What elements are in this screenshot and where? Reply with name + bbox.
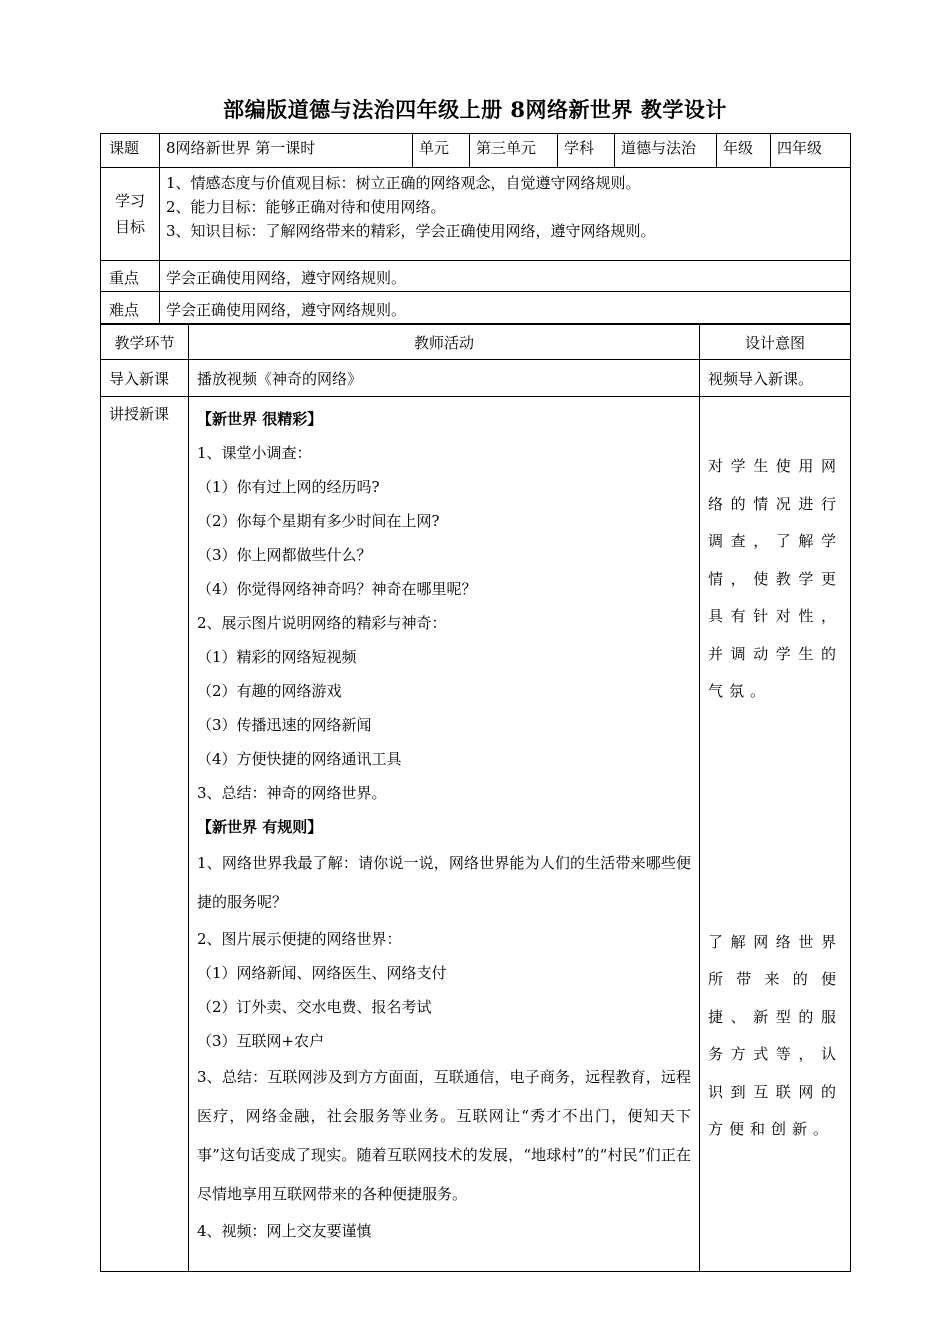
activity-line: 2、图片展示便捷的网络世界： xyxy=(197,930,402,948)
activity-paragraph: 1、网络世界我最了解：请你说一说，网络世界能为人们的生活带来哪些便捷的服务呢？ xyxy=(197,854,691,911)
lecture-row xyxy=(101,397,851,1272)
teacher-header: 教师活动 xyxy=(189,325,700,360)
activity-line: （3）互联网+农户 xyxy=(197,1032,325,1050)
course-value: 8网络新世界 第一课时 xyxy=(160,134,413,168)
intro-row xyxy=(101,360,851,397)
activity-line: （3）传播迅速的网络新闻 xyxy=(197,716,372,734)
intent-convenience: 了解网络世界所带来的便捷、新型的服务方式等，认识到互联网的方便和创新。 xyxy=(708,932,842,1138)
activity-line: （2）你每个星期有多少时间在上网? xyxy=(197,512,440,530)
intro-intent: 视频导入新课。 xyxy=(700,360,851,397)
info-row xyxy=(101,134,851,168)
difficulty-value: 学会正确使用网络，遵守网络规则。 xyxy=(160,292,851,324)
intro-stage: 导入新课 xyxy=(101,360,189,397)
difficulty-row xyxy=(101,292,851,324)
activity-line: （4）你觉得网络神奇吗？神奇在哪里呢？ xyxy=(197,580,477,598)
key-point-label: 重点 xyxy=(101,261,160,292)
intent-survey: 对学生使用网络的情况进行调查，了解学情，使教学更具有针对性，并调动学生的气氛。 xyxy=(708,457,842,700)
goals-label-line1: 学习 xyxy=(114,192,145,210)
grade-value: 四年级 xyxy=(771,134,851,168)
lecture-activity xyxy=(189,397,700,1272)
process-table xyxy=(100,324,851,1272)
lecture-intent xyxy=(700,397,851,1272)
section-title: 【新世界 有规则】 xyxy=(197,818,323,836)
subject-value: 道德与法治 xyxy=(615,134,717,168)
activity-line: （2）订外卖、交水电费、报名考试 xyxy=(197,998,432,1016)
intent-header: 设计意图 xyxy=(700,325,851,360)
info-table xyxy=(100,133,851,324)
activity-line: 1、课堂小调查： xyxy=(197,444,312,462)
key-point-value: 学会正确使用网络，遵守网络规则。 xyxy=(160,261,851,292)
activity-line: 4、视频：网上交友要谨慎 xyxy=(197,1222,372,1240)
goal-item: 3、知识目标：了解网络带来的精彩，学会正确使用网络，遵守网络规则。 xyxy=(166,222,656,240)
goals-label xyxy=(101,168,160,261)
activity-line: （1）精彩的网络短视频 xyxy=(197,648,357,666)
unit-label: 单元 xyxy=(413,134,470,168)
activity-line: （3）你上网都做些什么？ xyxy=(197,546,372,564)
goal-item: 1、情感态度与价值观目标：树立正确的网络观念，自觉遵守网络规则。 xyxy=(166,174,641,192)
goals-label-line2: 目标 xyxy=(114,218,145,236)
course-label: 课题 xyxy=(101,134,160,168)
activity-line: （4）方便快捷的网络通讯工具 xyxy=(197,750,402,768)
activity-line: 3、总结：神奇的网络世界。 xyxy=(197,784,387,802)
page-title: 部编版道德与法治四年级上册 8网络新世界 教学设计 xyxy=(223,97,727,122)
activity-line: （2）有趣的网络游戏 xyxy=(197,682,342,700)
intro-activity: 播放视频《神奇的网络》 xyxy=(189,360,700,397)
activity-line: （1）网络新闻、网络医生、网络支付 xyxy=(197,964,447,982)
activity-paragraph: 3、总结：互联网涉及到方方面面，互联通信，电子商务，远程教育，远程医疗，网络金融，社会服务等业务。互联网让“秀才不出门，便知天下事”这句话变成了现实。随着互联网技术的发展，“地球村”的“村民”们正在尽情地享用互联网带来的各种便捷服务。 xyxy=(197,1068,691,1203)
activity-line: 2、展示图片说明网络的精彩与神奇： xyxy=(197,614,447,632)
stage-header: 教学环节 xyxy=(101,325,189,360)
grade-label: 年级 xyxy=(717,134,771,168)
activity-line: （1）你有过上网的经历吗? xyxy=(197,478,380,496)
difficulty-label: 难点 xyxy=(101,292,160,324)
subject-label: 学科 xyxy=(558,134,615,168)
unit-value: 第三单元 xyxy=(470,134,558,168)
goals-row xyxy=(101,168,851,261)
goal-item: 2、能力目标：能够正确对待和使用网络。 xyxy=(166,198,446,216)
key-point-row xyxy=(101,261,851,292)
lecture-stage: 讲授新课 xyxy=(101,397,189,1272)
section-title: 【新世界 很精彩】 xyxy=(197,410,323,428)
goals-list xyxy=(160,168,851,261)
process-header-row xyxy=(101,325,851,360)
